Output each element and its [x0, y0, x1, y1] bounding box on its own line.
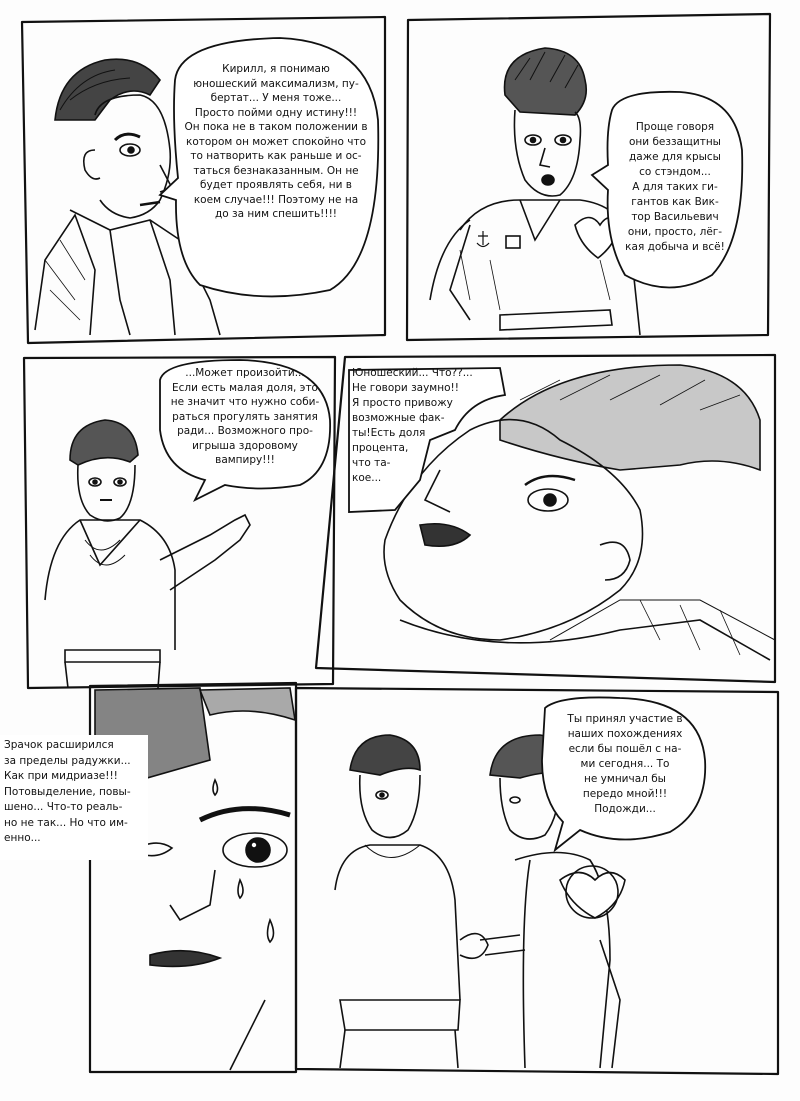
panel-3-speech: ...Может произойти... Если есть малая доля, это не значит что нужно соби- раться прогулять занятия ради... Возможного про- игрыша здоровому вампиру!!!: [170, 367, 320, 466]
panel-1-speech: Кирилл, я понимаю юношеский максимализм, пу- бертат... У меня тоже... Просто пойми одну истину!!! Он пока не в таком положении в котором он может спокойно что то натворить как раньше и ос- таться безнаказанным. Он не будет проявлять себя, ни в коем случае!!! Поэтому не на до за ним спешить!!!!: [184, 63, 368, 220]
panel-2-speech: Проще говоря они беззащитны даже для крысы со стэндом... А для таких ги- гантов как Вик- тор Васильевич они, просто, лёг- кая добыча и всё!: [625, 121, 725, 253]
panel-5-narration: Зрачок расширился за пределы радужки... Как при мидриазе!!! Потовыделение, повы- шено... Что-то реаль- но не так... Но что им- енно...: [4, 738, 146, 847]
panel-4-speech: Юношеский... Что??... Не говори заумно!! Я просто привожу возможные фак- ты!Есть доля процента, что та- кое...: [352, 367, 473, 484]
panel-6-speech: Ты принял участие в наших похождениях если бы пошёл с на- ми сегодня... То не умничал бы передо мной!!! Подожди...: [567, 713, 683, 815]
